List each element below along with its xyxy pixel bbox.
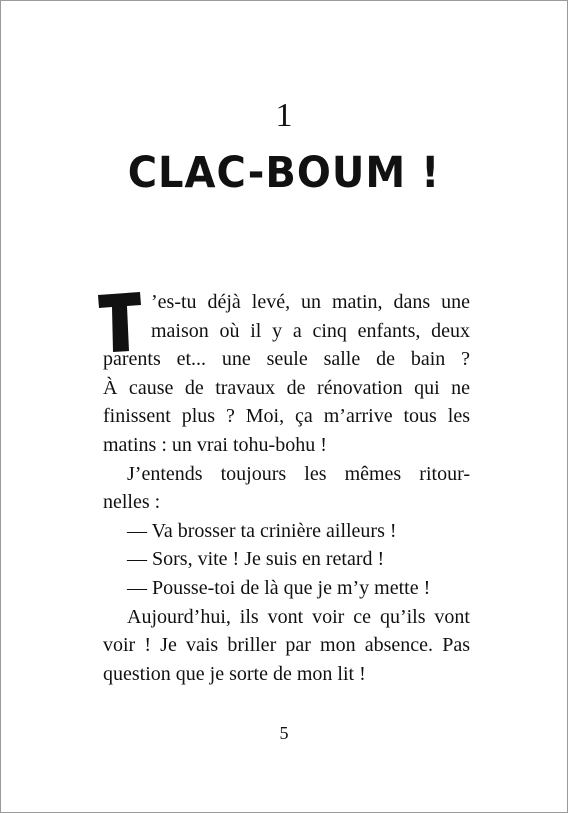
text-line: maison où il y a cinq enfants, deux bbox=[151, 319, 470, 342]
text-line: Aujourd’hui, ils vont voir ce qu’ils vont bbox=[127, 605, 470, 628]
chapter-number: 1 bbox=[275, 97, 293, 134]
dialogue-line: — Va brosser ta crinière ailleurs ! bbox=[127, 519, 397, 542]
dialogue-line: — Sors, vite ! Je suis en retard ! bbox=[127, 548, 385, 571]
text-line: ’es-tu déjà levé, un matin, dans une bbox=[151, 291, 470, 313]
chapter-text bbox=[103, 288, 470, 688]
text-line: J’entends toujours les mêmes ritour- bbox=[127, 462, 470, 485]
page-number: 5 bbox=[279, 723, 289, 743]
text-line: À cause de travaux de rénovation qui ne bbox=[103, 376, 470, 399]
text-line: matins : un vrai tohu-bohu ! bbox=[103, 433, 327, 456]
text-line: finissent plus ? Moi, ça m’arrive tous les bbox=[103, 405, 470, 428]
text-line: parents et... une seule salle de bain ? bbox=[103, 348, 470, 371]
chapter-title: CLAC-BOUM ! bbox=[127, 148, 441, 198]
text-line: nelles : bbox=[103, 491, 161, 514]
dialogue-line: — Pousse-toi de là que je m’y mette ! bbox=[127, 576, 431, 599]
text-line: question que je sorte de mon lit ! bbox=[103, 662, 366, 685]
text-line: voir ! Je vais briller par mon absence. Pas bbox=[103, 634, 470, 657]
